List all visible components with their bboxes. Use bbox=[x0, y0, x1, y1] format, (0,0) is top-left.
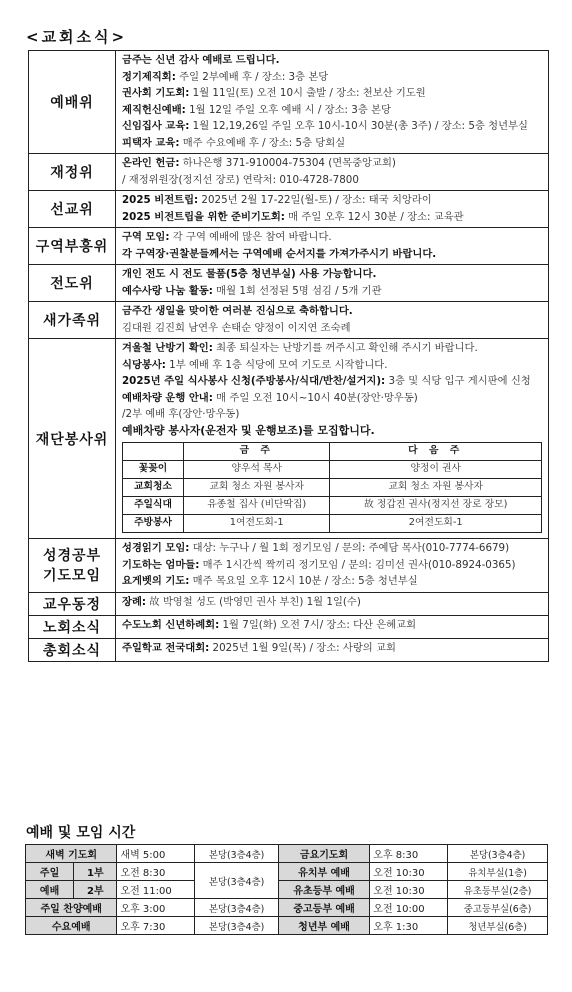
church-news-table bbox=[28, 50, 549, 662]
news-line bbox=[122, 617, 542, 634]
news-row-finance bbox=[29, 154, 549, 191]
news-key: 성경읽기 모임: bbox=[122, 542, 190, 554]
news-line bbox=[122, 155, 542, 172]
news-key: 2025 비전트립을 위한 준비기도회: bbox=[122, 210, 285, 223]
schedule-table bbox=[25, 844, 548, 935]
news-key: 겨울철 난방기 확인: bbox=[122, 342, 213, 354]
schedule-sub: 1부 bbox=[74, 863, 117, 881]
schedule-row bbox=[26, 863, 548, 881]
schedule-place: 본당(3층4층) bbox=[195, 863, 278, 899]
news-content bbox=[116, 615, 549, 638]
news-line bbox=[122, 594, 542, 611]
schedule-time: 오전 10:30 bbox=[370, 863, 448, 881]
news-content bbox=[116, 51, 549, 154]
schedule-name: 중고등부 예배 bbox=[278, 899, 369, 917]
news-line bbox=[122, 557, 542, 574]
news-key: 2025 비전트립: bbox=[122, 194, 199, 206]
news-content bbox=[116, 638, 549, 661]
news-text: 각 구역장·권찰분들께서는 구역예배 순서지를 가져가주시기 바랍니다. bbox=[122, 247, 437, 260]
volunteer-table bbox=[122, 442, 542, 533]
news-text: 개인 전도 시 전도 물품(5층 청년부실) 사용 가능합니다. bbox=[122, 268, 377, 280]
news-text: 1부 예배 후 1층 식당에 모여 기도로 시작합니다. bbox=[165, 358, 388, 371]
news-line bbox=[122, 423, 542, 440]
category-label: 총회소식 bbox=[29, 638, 116, 661]
schedule-time: 오전 8:30 bbox=[117, 863, 195, 881]
volunteer-cell: 1여전도회-1 bbox=[184, 515, 330, 533]
schedule-row bbox=[26, 917, 548, 935]
news-line bbox=[122, 102, 542, 119]
schedule-name: 청년부 예배 bbox=[278, 917, 369, 935]
schedule-row bbox=[26, 899, 548, 917]
news-text: 2025년 2월 17-22일(월-토) / 장소: 태국 치앙라이 bbox=[198, 194, 432, 206]
volunteer-header-cell bbox=[123, 443, 184, 461]
schedule-time: 새벽 5:00 bbox=[117, 845, 195, 863]
news-key: 제직헌신예배: bbox=[122, 103, 186, 116]
news-text: 최종 퇴실자는 난방기를 꺼주시고 확인해 주시기 바랍니다. bbox=[212, 342, 478, 354]
news-text: 故 박영철 성도 (박영민 권사 부친) 1월 1일(수) bbox=[146, 595, 361, 608]
news-text: 김대원 김진희 남연우 손태순 양정이 이지연 조숙례 bbox=[122, 321, 351, 334]
news-key: 식당봉사: bbox=[122, 358, 166, 371]
category-label: 구역부흥위 bbox=[29, 228, 116, 265]
news-text: 매 주일 오후 12시 30분 / 장소: 교육관 bbox=[284, 210, 464, 223]
news-key: 장례: bbox=[122, 595, 147, 608]
news-content bbox=[116, 592, 549, 615]
schedule-time: 오전 11:00 bbox=[117, 881, 195, 899]
schedule-place: 본당(3층4층) bbox=[448, 845, 548, 863]
category-label: 교우동정 bbox=[29, 592, 116, 615]
schedule-place: 본당(3층4층) bbox=[195, 917, 278, 935]
news-content bbox=[116, 228, 549, 265]
news-line bbox=[122, 266, 542, 283]
news-line bbox=[122, 373, 542, 390]
news-line bbox=[122, 340, 542, 357]
news-line bbox=[122, 283, 542, 300]
news-key: 수도노회 신년하례회: bbox=[122, 618, 220, 631]
news-line bbox=[122, 52, 542, 69]
news-text: / 재정위원장(정지선 장로) 연락처: 010-4728-7800 bbox=[122, 173, 359, 186]
news-line bbox=[122, 390, 542, 407]
news-key: 구역 모임: bbox=[122, 231, 170, 243]
schedule-name: 금요기도회 bbox=[278, 845, 369, 863]
news-line bbox=[122, 192, 542, 209]
news-content bbox=[116, 339, 549, 539]
news-row-elders bbox=[29, 615, 549, 638]
schedule-name: 주일 bbox=[26, 863, 74, 881]
schedule-time: 오전 10:00 bbox=[370, 899, 448, 917]
news-row-worship bbox=[29, 51, 549, 154]
news-text: 매주 목요일 오후 12시 10분 / 장소: 5층 청년부실 bbox=[189, 575, 418, 587]
news-line bbox=[122, 85, 542, 102]
news-key: 정기제직회: bbox=[122, 70, 176, 83]
volunteer-row bbox=[123, 461, 542, 479]
news-row-evangelism bbox=[29, 265, 549, 302]
volunteer-cell: 양우석 목사 bbox=[184, 461, 330, 479]
volunteer-header bbox=[123, 443, 542, 461]
news-line bbox=[122, 172, 542, 189]
news-line bbox=[122, 320, 542, 337]
news-key: 예배차량 운행 안내: bbox=[122, 391, 213, 404]
news-content bbox=[116, 539, 549, 593]
news-text: 각 구역 예배에 많은 참여 바랍니다. bbox=[169, 231, 332, 243]
news-text: 3층 및 식당 입구 게시판에 신청 bbox=[385, 375, 531, 387]
news-line bbox=[122, 640, 542, 657]
schedule-time: 오후 8:30 bbox=[370, 845, 448, 863]
schedule-name: 주일 찬양예배 bbox=[26, 899, 117, 917]
volunteer-row bbox=[123, 479, 542, 497]
volunteer-cell: 2여전도회-1 bbox=[330, 515, 542, 533]
volunteer-role: 주방봉사 bbox=[123, 515, 184, 533]
category-label: 노회소식 bbox=[29, 615, 116, 638]
schedule-time: 오후 7:30 bbox=[117, 917, 195, 935]
news-text: 금주간 생일을 맞이한 여러분 진심으로 축하합니다. bbox=[122, 305, 353, 317]
schedule-time: 오전 10:30 bbox=[370, 881, 448, 899]
schedule-name: 새벽 기도회 bbox=[26, 845, 117, 863]
news-text: /2부 예배 후(장안·망우동) bbox=[122, 408, 240, 420]
volunteer-row bbox=[123, 515, 542, 533]
news-text: 하나은행 371-910004-75304 (면목중앙교회) bbox=[179, 157, 396, 169]
news-text: 1월 12일 주일 오후 예배 시 / 장소: 3층 본당 bbox=[185, 103, 391, 116]
volunteer-role: 꽃꽂이 bbox=[123, 461, 184, 479]
schedule-place: 중고등부실(6층) bbox=[448, 899, 548, 917]
schedule-row bbox=[26, 881, 548, 899]
schedule-sub: 2부 bbox=[74, 881, 117, 899]
news-line bbox=[122, 303, 542, 320]
news-content bbox=[116, 154, 549, 191]
schedule-time: 오후 1:30 bbox=[370, 917, 448, 935]
volunteer-role: 교회청소 bbox=[123, 479, 184, 497]
news-key: 신임집사 교육: bbox=[122, 120, 190, 132]
schedule-time: 오후 3:00 bbox=[117, 899, 195, 917]
category-label: 재정위 bbox=[29, 154, 116, 191]
category-label: 선교위 bbox=[29, 191, 116, 228]
schedule-name: 유치부 예배 bbox=[278, 863, 369, 881]
news-text: 1월 12,19,26일 주일 오후 10시-10시 30분(총 3주) / 장소: 5층 청년부실 bbox=[189, 120, 528, 132]
schedule-name: 유초등부 예배 bbox=[278, 881, 369, 899]
news-row-foundation bbox=[29, 339, 549, 539]
news-key: 요게벳의 기도: bbox=[122, 575, 190, 587]
news-key: 피택자 교육: bbox=[122, 136, 180, 149]
schedule-place: 청년부실(6층) bbox=[448, 917, 548, 935]
news-section-title: <교회소식> bbox=[26, 28, 128, 46]
news-line bbox=[122, 406, 542, 423]
schedule-name: 예배 bbox=[26, 881, 74, 899]
news-row-members bbox=[29, 592, 549, 615]
news-content bbox=[116, 265, 549, 302]
news-line bbox=[122, 135, 542, 152]
news-line bbox=[122, 540, 542, 557]
news-line bbox=[122, 118, 542, 135]
volunteer-role: 주일식대 bbox=[123, 497, 184, 515]
schedule-place: 본당(3층4층) bbox=[195, 899, 278, 917]
news-text: 매주 1시간씩 짝끼리 정기모임 / 문의: 김미선 권사(010-8924-0365) bbox=[199, 558, 516, 571]
news-text: 1월 7일(화) 오전 7시/ 장소: 다산 은혜교회 bbox=[219, 618, 417, 631]
news-row-newfamily bbox=[29, 302, 549, 339]
news-line bbox=[122, 209, 542, 226]
schedule-place: 유치부실(1층) bbox=[448, 863, 548, 881]
news-text: 대상: 누구나 / 월 1회 정기모임 / 문의: 주예담 목사(010-7774-6679) bbox=[189, 542, 510, 554]
schedule-place: 유초등부실(2층) bbox=[448, 881, 548, 899]
schedule-title: 예배 및 모임 시간 bbox=[26, 825, 136, 841]
news-line bbox=[122, 357, 542, 374]
news-text: 1월 11일(토) 오전 10시 출발 / 장소: 천보산 기도원 bbox=[189, 87, 426, 99]
news-row-bible bbox=[29, 539, 549, 593]
news-row-mission bbox=[29, 191, 549, 228]
schedule-place: 본당(3층4층) bbox=[195, 845, 278, 863]
news-text: 매주 수요예배 후 / 장소: 5층 당회실 bbox=[179, 136, 346, 149]
schedule-name: 수요예배 bbox=[26, 917, 117, 935]
news-key: 주일학교 전국대회: bbox=[122, 641, 210, 654]
news-key: 예수사랑 나눔 활동: bbox=[122, 284, 213, 297]
volunteer-cell: 유종철 집사 (비단딱집) bbox=[184, 497, 330, 515]
news-content bbox=[116, 302, 549, 339]
news-text: 2025년 1월 9일(목) / 장소: 사랑의 교회 bbox=[209, 641, 396, 654]
news-key: 2025년 주일 식사봉사 신청(주방봉사/식대/반찬/설거지): bbox=[122, 375, 386, 387]
category-label: 재단봉사위 bbox=[29, 339, 116, 539]
news-line bbox=[122, 246, 542, 263]
news-row-assembly bbox=[29, 638, 549, 661]
news-row-district bbox=[29, 228, 549, 265]
schedule-row bbox=[26, 845, 548, 863]
volunteer-cell: 양정이 권사 bbox=[330, 461, 542, 479]
volunteer-header-cell: 금 주 bbox=[184, 443, 330, 461]
volunteer-cell: 교회 청소 자원 봉사자 bbox=[330, 479, 542, 497]
category-label: 전도위 bbox=[29, 265, 116, 302]
volunteer-row bbox=[123, 497, 542, 515]
category-label: 예배위 bbox=[29, 51, 116, 154]
news-line bbox=[122, 69, 542, 86]
news-key: 권사회 기도회: bbox=[122, 87, 190, 99]
volunteer-header-cell: 다 음 주 bbox=[330, 443, 542, 461]
news-text: 매 주일 오전 10시~10시 40분(장안·망우동) bbox=[212, 391, 418, 404]
news-line bbox=[122, 229, 542, 246]
news-line bbox=[122, 573, 542, 590]
category-label: 새가족위 bbox=[29, 302, 116, 339]
news-key: 온라인 헌금: bbox=[122, 157, 180, 169]
volunteer-cell: 교회 청소 자원 봉사자 bbox=[184, 479, 330, 497]
news-text: 금주는 신년 감사 예배로 드립니다. bbox=[122, 54, 280, 66]
volunteer-cell: 故 정갑진 권사(정지선 장로 장모) bbox=[330, 497, 542, 515]
news-content bbox=[116, 191, 549, 228]
news-text: 주일 2부예배 후 / 장소: 3층 본당 bbox=[175, 70, 329, 83]
category-label: 성경공부 기도모임 bbox=[29, 539, 116, 593]
news-key: 기도하는 엄마들: bbox=[122, 558, 200, 571]
news-text: 매월 1회 선정된 5명 섬김 / 5개 기관 bbox=[212, 284, 382, 297]
news-text: 예배차량 봉사자(운전자 및 운행보조)를 모집합니다. bbox=[122, 423, 375, 437]
